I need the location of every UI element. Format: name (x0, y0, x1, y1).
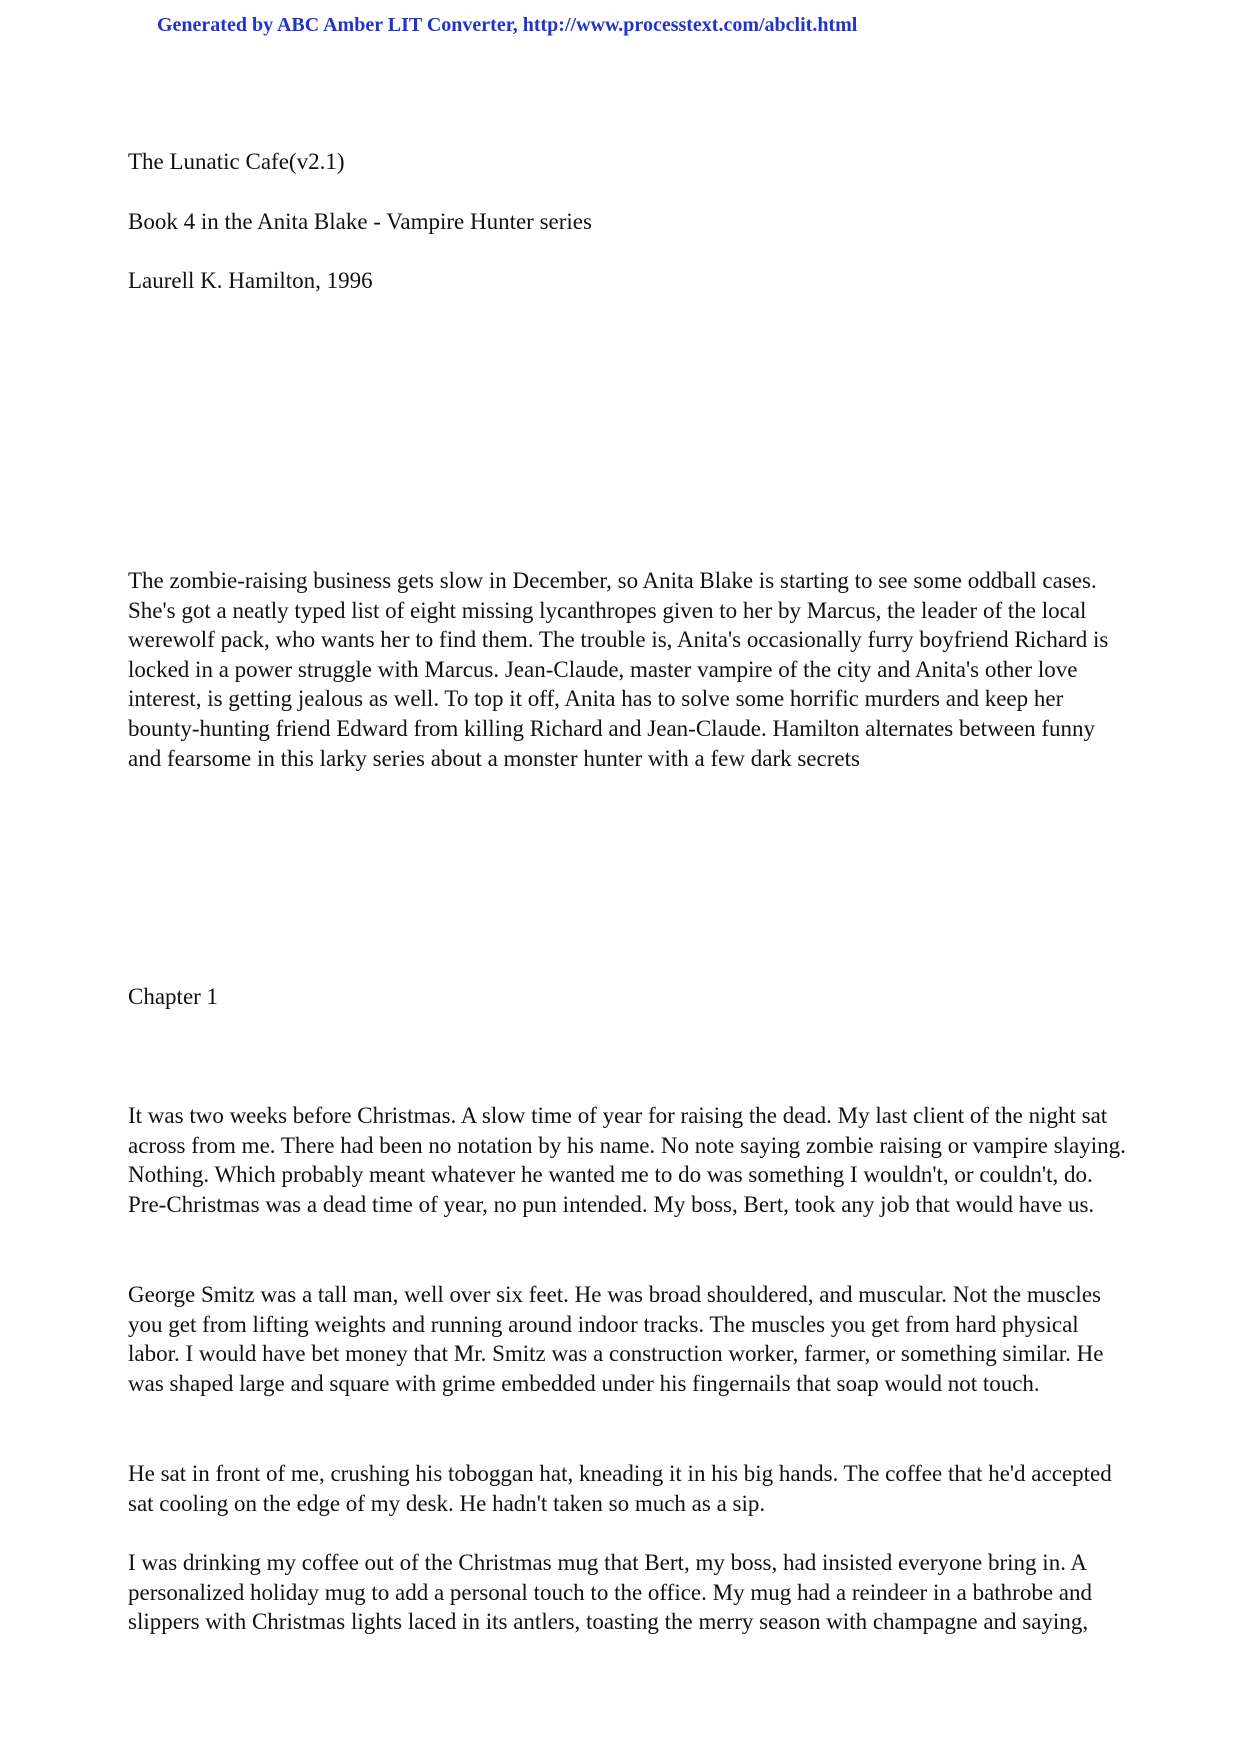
chapter-paragraph: George Smitz was a tall man, well over six feet. He was broad shouldered, and muscular. Not the muscles you get from lifting weights and running around indoor tracks. The muscles you get from hard physical labor. I would have bet money that Mr. Smitz was a construction worker, farmer, or something similar. He was shaped large and square with grime embedded under his fingernails that soap would not touch. (128, 1282, 1104, 1396)
chapter-paragraph: It was two weeks before Christmas. A slow time of year for raising the dead. My last client of the night sat across from me. There had been no notation by his name. No note saying zombie raising or vampire slaying. Nothing. Which probably meant whatever he wanted me to do was something I wouldn't, or couldn't, do. Pre-Christmas was a dead time of year, no pun intended. My boss, Bert, took any job that would have us. (128, 1103, 1126, 1217)
book-title: The Lunatic Cafe(v2.1) (128, 149, 345, 174)
chapter-heading: Chapter 1 (128, 984, 219, 1009)
chapter-paragraph: I was drinking my coffee out of the Christmas mug that Bert, my boss, had insisted everyone bring in. A personalized holiday mug to add a personal touch to the office. My mug had a reindeer in a bathrobe and slippers with Christmas lights laced in its antlers, toasting the merry season with champagne and saying, (128, 1550, 1092, 1635)
author-line: Laurell K. Hamilton, 1996 (128, 268, 373, 293)
chapter-paragraph: He sat in front of me, crushing his toboggan hat, kneading it in his big hands. The coffee that he'd accepted sat cooling on the edge of my desk. He hadn't taken so much as a sip. (128, 1461, 1112, 1516)
synopsis-paragraph: The zombie-raising business gets slow in December, so Anita Blake is starting to see some oddball cases. She's got a neatly typed list of eight missing lycanthropes given to her by Marcus, the leader of the local werewolf pack, who wants her to find them. The trouble is, Anita's occasionally furry boyfriend Richard is locked in a power struggle with Marcus. Jean-Claude, master vampire of the city and Anita's other love interest, is getting jealous as well. To top it off, Anita has to solve some horrific murders and keep her bounty-hunting friend Edward from killing Richard and Jean-Claude. Hamilton alternates between funny and fearsome in this larky series about a monster hunter with a few dark secrets (128, 568, 1109, 771)
generator-link[interactable]: Generated by ABC Amber LIT Converter, http://www.processtext.com/abclit.html (157, 14, 858, 36)
series-info: Book 4 in the Anita Blake - Vampire Hunter series (128, 209, 592, 234)
